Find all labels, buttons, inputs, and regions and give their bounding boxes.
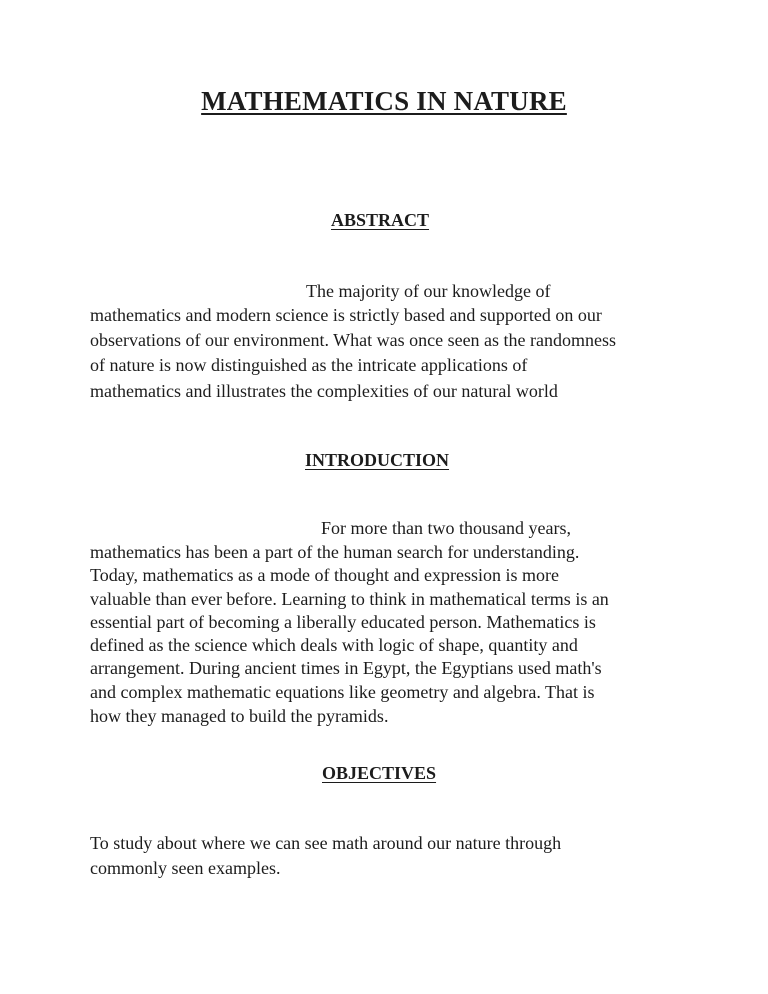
abstract-heading: ABSTRACT bbox=[331, 210, 430, 230]
introduction-heading: INTRODUCTION bbox=[305, 450, 450, 470]
objectives-line: commonly seen examples. bbox=[90, 858, 281, 878]
introduction-line: and complex mathematic equations like geometry and algebra. That is bbox=[90, 682, 595, 702]
introduction-line: arrangement. During ancient times in Egypt, the Egyptians used math's bbox=[90, 658, 602, 678]
document-title: MATHEMATICS IN NATURE bbox=[201, 86, 567, 116]
introduction-line: how they managed to build the pyramids. bbox=[90, 706, 389, 726]
introduction-line: essential part of becoming a liberally educated person. Mathematics is bbox=[90, 612, 596, 632]
objectives-heading: OBJECTIVES bbox=[322, 763, 437, 783]
introduction-line: For more than two thousand years, bbox=[321, 518, 571, 538]
abstract-line: observations of our environment. What was once seen as the randomness bbox=[90, 330, 617, 350]
introduction-line: mathematics has been a part of the human search for understanding. bbox=[90, 542, 580, 562]
objectives-line: To study about where we can see math around our nature through bbox=[90, 833, 562, 853]
introduction-line: defined as the science which deals with logic of shape, quantity and bbox=[90, 635, 578, 655]
abstract-line: The majority of our knowledge of bbox=[306, 281, 551, 301]
abstract-line: of nature is now distinguished as the intricate applications of bbox=[90, 355, 528, 375]
introduction-line: valuable than ever before. Learning to think in mathematical terms is an bbox=[90, 589, 609, 609]
introduction-line: Today, mathematics as a mode of thought and expression is more bbox=[90, 565, 559, 585]
abstract-line: mathematics and modern science is strictly based and supported on our bbox=[90, 305, 602, 325]
abstract-line: mathematics and illustrates the complexities of our natural world bbox=[90, 381, 558, 401]
